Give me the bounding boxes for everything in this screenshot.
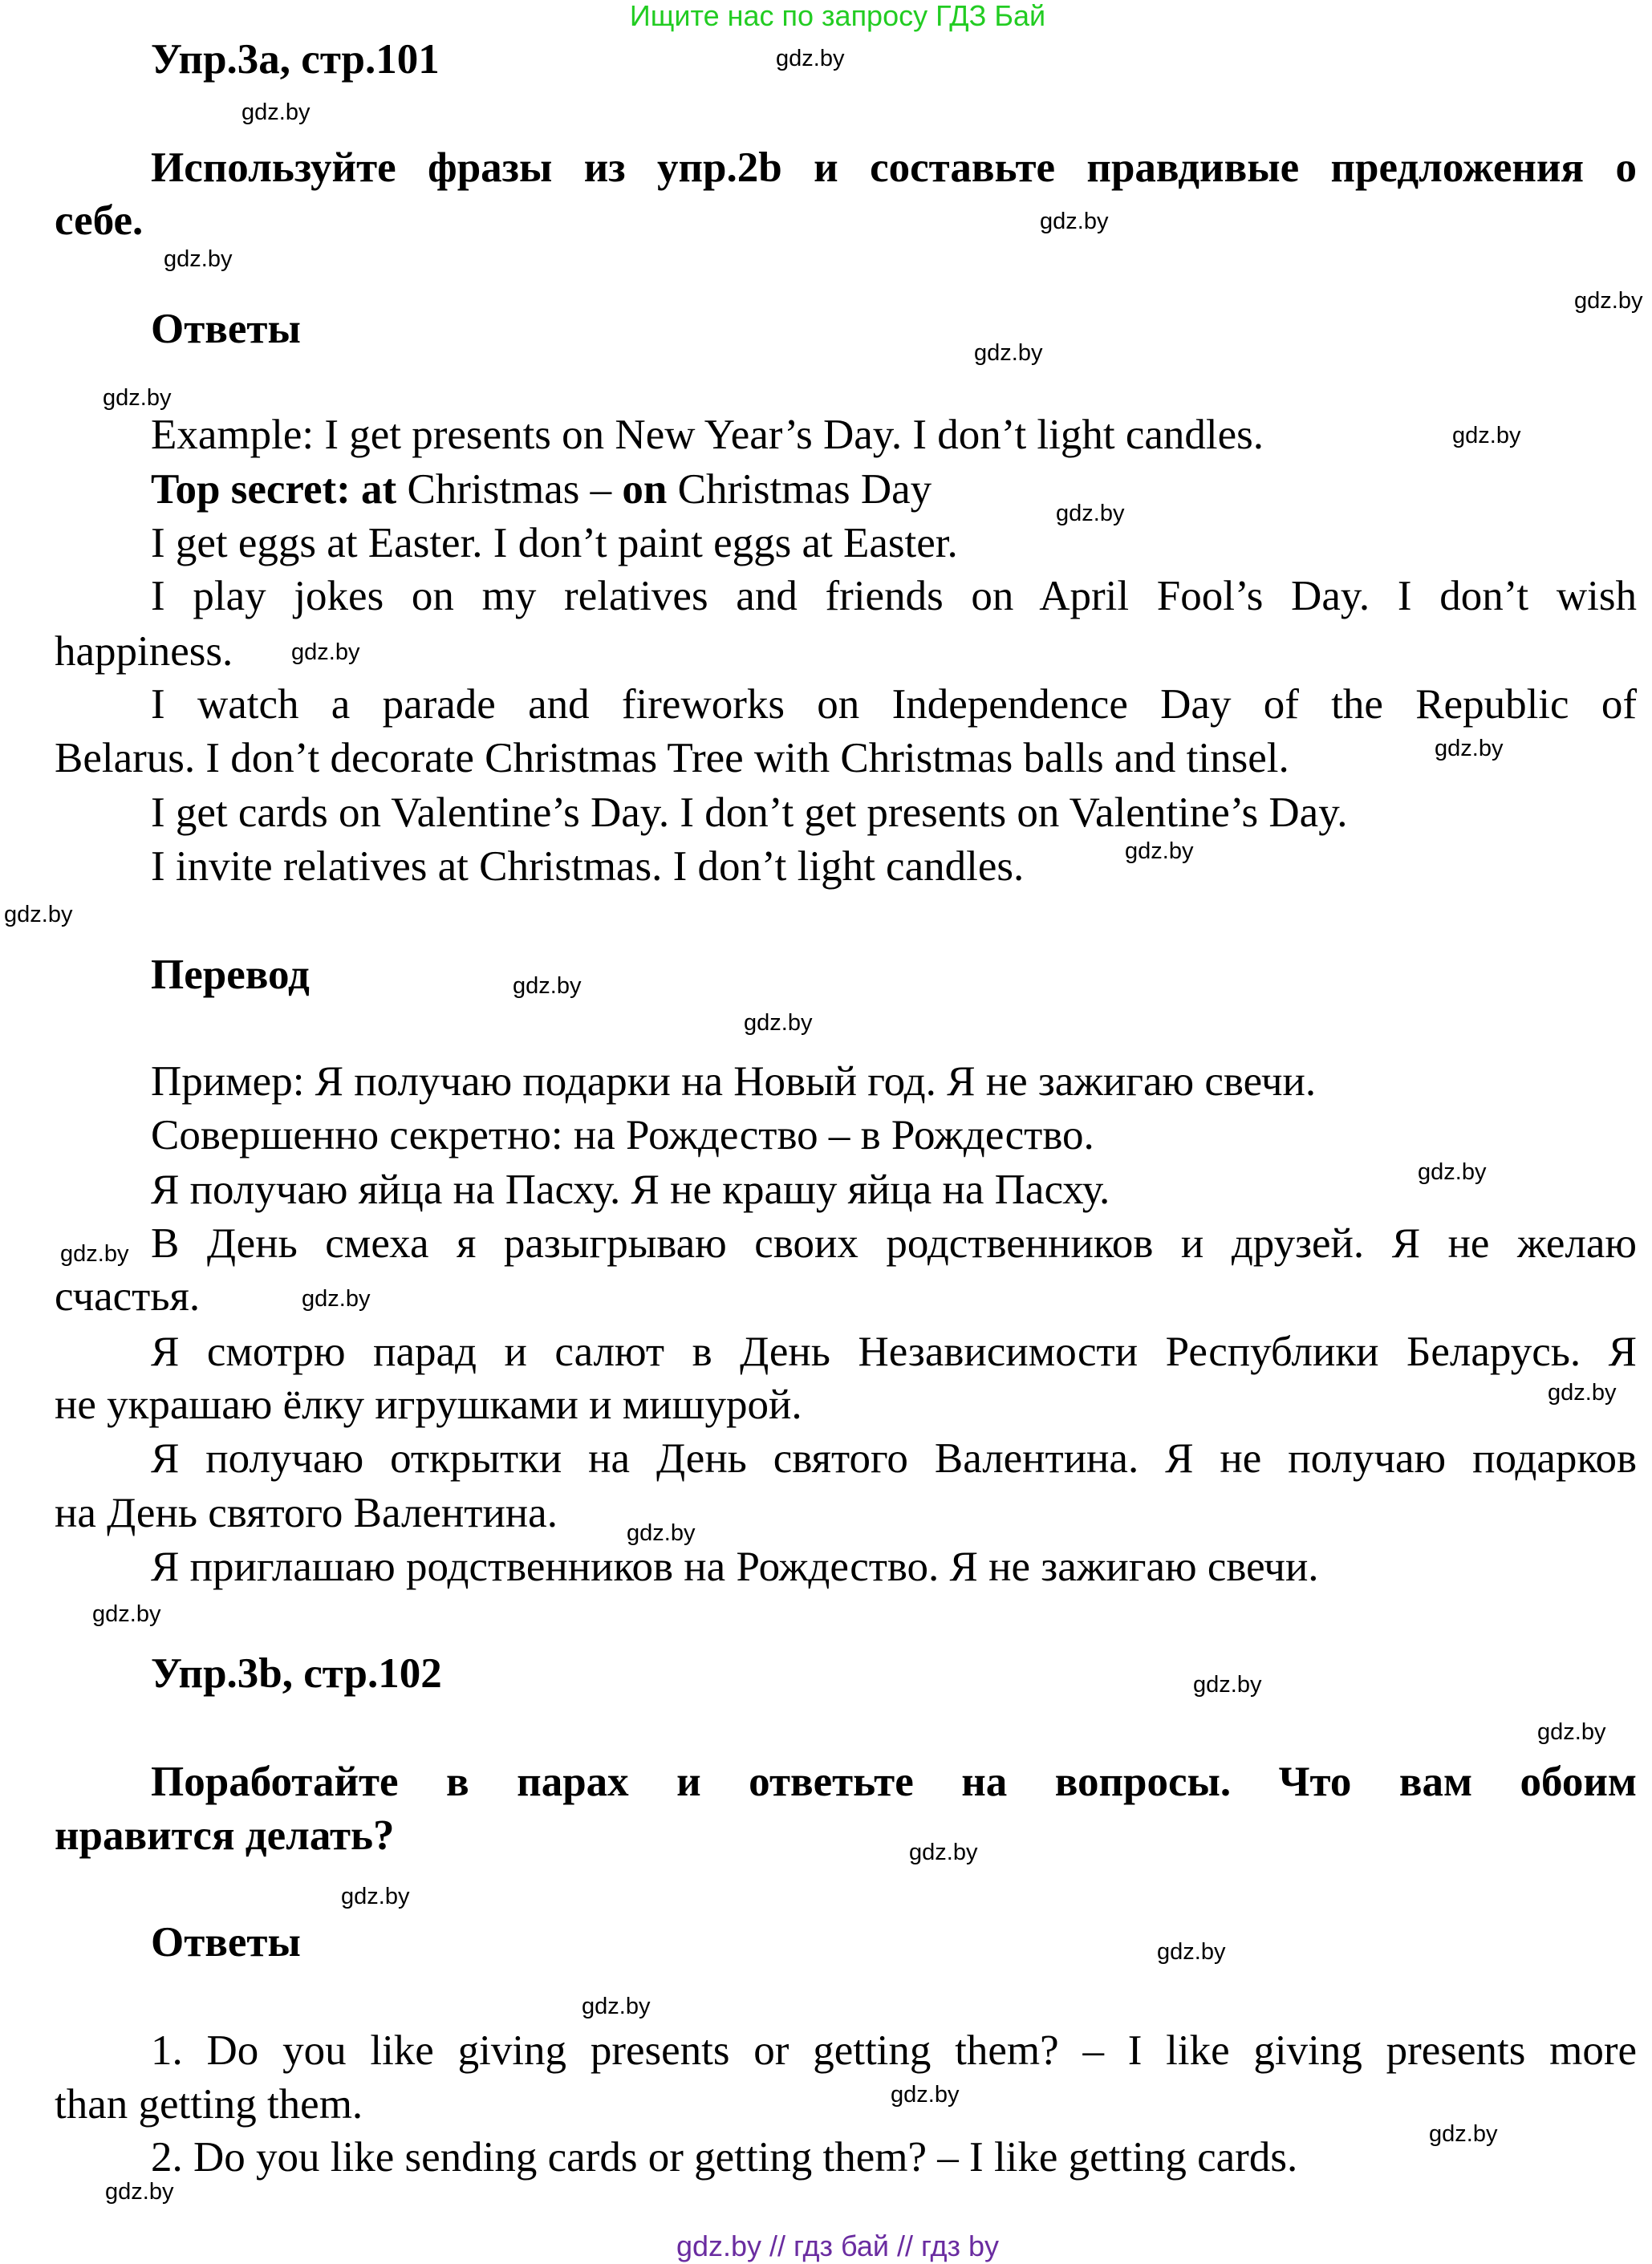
answer-example: Example: I get presents on New Year’s Day. I don’t light candles.: [151, 412, 1264, 458]
watermark: gdz.by: [92, 1601, 161, 1627]
watermark: gdz.by: [1548, 1380, 1617, 1406]
bold-text: on: [622, 466, 668, 513]
translation-line: на День святого Валентина.: [55, 1490, 558, 1536]
watermark: gdz.by: [302, 1286, 371, 1312]
translation-line: счастья.: [55, 1273, 201, 1320]
translation-line: Я получаю яйца на Пасху. Я не крашу яйца на Пасху.: [151, 1166, 1110, 1213]
answer-line: I play jokes on my relatives and friends on April Fool’s Day. I don’t wish: [151, 573, 1637, 619]
answer-line: than getting them.: [55, 2081, 363, 2128]
exercise-3a-task: Используйте фразы из упр.2b и составьте правдивые предложения о: [151, 144, 1637, 191]
watermark: gdz.by: [1157, 1939, 1226, 1965]
translation-line: В День смеха я разыгрываю своих родственников и друзей. Я не желаю: [151, 1220, 1637, 1267]
answer-line: I invite relatives at Christmas. I don’t light candles.: [151, 843, 1025, 890]
watermark: gdz.by: [513, 973, 582, 999]
translation-heading: Перевод: [151, 951, 310, 998]
exercise-3a-heading: Упр.3а, стр.101: [151, 36, 440, 83]
watermark: gdz.by: [105, 2179, 174, 2205]
text: Christmas Day: [667, 466, 932, 513]
watermark: gdz.by: [341, 1884, 410, 1909]
watermark: gdz.by: [776, 46, 845, 71]
translation-line: Я смотрю парад и салют в День Независимости Республики Беларусь. Я: [151, 1329, 1637, 1375]
watermark: gdz.by: [1435, 736, 1504, 761]
answer-line: 1. Do you like giving presents or getting them? – I like giving presents more: [151, 2027, 1637, 2074]
watermark: gdz.by: [582, 1994, 651, 2019]
watermark: gdz.by: [4, 902, 73, 927]
watermark: gdz.by: [909, 1840, 978, 1865]
translation-line: Я получаю открытки на День святого Валентина. Я не получаю подарков: [151, 1435, 1637, 1482]
exercise-3a-task-cont: себе.: [55, 197, 144, 244]
answer-line: happiness.: [55, 628, 233, 675]
answer-line: 2. Do you like sending cards or getting them? – I like getting cards.: [151, 2134, 1298, 2181]
footer-links[interactable]: gdz.by // гдз бай // гдз by: [676, 2230, 1000, 2262]
bold-text: Top secret: at: [151, 466, 397, 513]
text: Christmas –: [396, 466, 623, 513]
answer-top-secret: [151, 462, 932, 517]
watermark: gdz.by: [1452, 423, 1521, 448]
watermark: gdz.by: [627, 1520, 696, 1546]
answers-heading: Ответы: [151, 306, 301, 352]
watermark: gdz.by: [1418, 1159, 1487, 1185]
watermark: gdz.by: [1056, 501, 1125, 526]
answer-line: I get eggs at Easter. I don’t paint eggs at Easter.: [151, 520, 958, 566]
watermark: gdz.by: [291, 639, 360, 665]
search-banner-link[interactable]: Ищите нас по запросу ГДЗ Бай: [629, 0, 1046, 32]
exercise-3b-heading: Упр.3b, стр.102: [151, 1650, 442, 1697]
translation-line: Я приглашаю родственников на Рождество. Я не зажигаю свечи.: [151, 1544, 1319, 1590]
watermark: gdz.by: [164, 246, 233, 272]
answer-line: I watch a parade and fireworks on Independence Day of the Republic of: [151, 681, 1637, 728]
exercise-3b-task-cont: нравится делать?: [55, 1812, 395, 1859]
watermark: gdz.by: [103, 385, 172, 411]
watermark: gdz.by: [1429, 2121, 1498, 2147]
watermark: gdz.by: [1574, 288, 1643, 314]
watermark: gdz.by: [974, 340, 1043, 366]
watermark: gdz.by: [242, 99, 311, 125]
exercise-3b-task: Поработайте в парах и ответьте на вопросы. Что вам обоим: [151, 1759, 1637, 1805]
watermark: gdz.by: [1125, 838, 1194, 864]
watermark: gdz.by: [1537, 1719, 1606, 1745]
answer-line: Belarus. I don’t decorate Christmas Tree with Christmas balls and tinsel.: [55, 735, 1289, 781]
translation-line: Совершенно секретно: на Рождество – в Рождество.: [151, 1112, 1094, 1158]
translation-line: Пример: Я получаю подарки на Новый год. Я не зажигаю свечи.: [151, 1058, 1317, 1105]
watermark: gdz.by: [744, 1010, 813, 1036]
answers-heading: Ответы: [151, 1919, 301, 1966]
watermark: gdz.by: [1040, 209, 1109, 234]
watermark: gdz.by: [60, 1241, 129, 1267]
answer-line: I get cards on Valentine’s Day. I don’t get presents on Valentine’s Day.: [151, 789, 1348, 836]
watermark: gdz.by: [891, 2082, 960, 2108]
watermark: gdz.by: [1193, 1672, 1262, 1698]
translation-line: не украшаю ёлку игрушками и мишурой.: [55, 1382, 802, 1428]
